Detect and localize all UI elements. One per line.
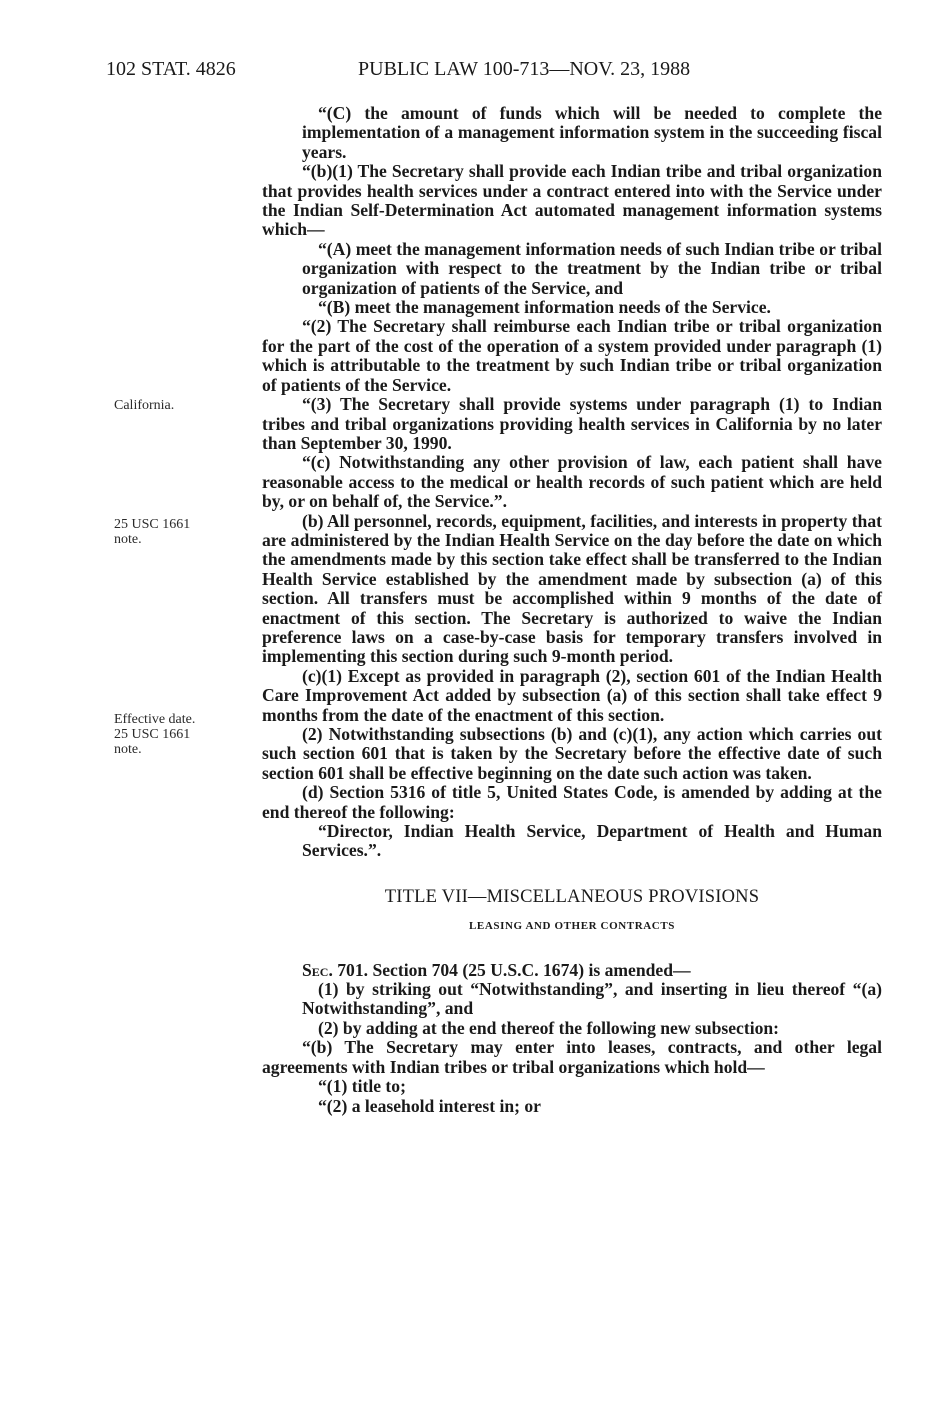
section-subheading: LEASING AND OTHER CONTRACTS (469, 920, 675, 933)
margin-note-line: note. (114, 532, 142, 547)
paragraph-b2: “(2) The Secretary shall reimburse each Indian tribe or tribal organization for the part of the cost of the operation of a system provided under paragraph (1) which is attributable to the treatment by such Indian tribe or tribal organization of patients of the Service. (262, 316, 882, 395)
paragraph-701-b: “(b) The Secretary may enter into leases, contracts, and other legal agreements with Indian tribes or tribal organizations which hold— (262, 1037, 882, 1077)
margin-note-line: 25 USC 1661 (114, 727, 191, 742)
paragraph-b-transfers: (b) All personnel, records, equipment, facilities, and interests in property that are administered by the Indian Health Service on the day before the date on which the amendments made by this section take effect shall be transferred to the Indian Health Service established by the amendment made by subsection (a) of this section. All transfers must be accomplished within 9 months of the date of enactment of this section. The Secretary is authorized to waive the Indian preference laws on a case-by-case basis for temporary transfers involved in implementing this section during such 9-month period. (262, 510, 882, 667)
title-heading: TITLE VII—MISCELLANEOUS PROVISIONS (384, 886, 760, 907)
paragraph-b1: “(b)(1) The Secretary shall provide each Indian tribe and tribal organization that provides health services under a contract entered into with the Service under the Indian Self-Determination Act automated management information systems which— (262, 161, 882, 240)
section-701 (262, 961, 882, 980)
paragraph-701-2: (2) by adding at the end thereof the following new subsection: (318, 1017, 780, 1038)
margin-note-effective-date (114, 712, 244, 757)
margin-note-line: 25 USC 1661 (114, 517, 191, 532)
paragraph-c1-effective: (c)(1) Except as provided in paragraph (2), section 601 of the Indian Health Care Improvement Act added by subsection (a) of this section shall take effect 9 months from the date of the enactment of this section. (262, 665, 882, 725)
paragraph-c2-actions: (2) Notwithstanding subsections (b) and (c)(1), any action which carries out such section 601 that is taken by the Secretary before the effective date of such section 601 shall be effective beginning on the date such action was taken. (262, 724, 882, 783)
section-701-text: 701. Section 704 (25 U.S.C. 1674) is amended— (332, 959, 691, 980)
public-law-title: PUBLIC LAW 100-713—NOV. 23, 1988 (358, 58, 691, 80)
paragraph-b1-b: “(B) meet the management information needs of the Service. (318, 297, 771, 318)
paragraph-d-section-5316: (d) Section 5316 of title 5, United States Code, is amended by adding at the end thereof the following: (262, 782, 882, 822)
paragraph-c-funds: “(C) the amount of funds which will be needed to complete the implementation of a management information system in the succeeding fiscal years. (302, 103, 882, 162)
paragraph-c-records: “(c) Notwithstanding any other provision of law, each patient shall have reasonable access to the medical or health records of such patient which are held by, or on behalf of, the Service.”. (262, 452, 882, 512)
margin-note-line: note. (114, 742, 142, 757)
page-header (0, 58, 940, 84)
margin-note-california: California. (114, 398, 175, 413)
main-text (262, 104, 882, 1116)
margin-note-line: Effective date. (114, 712, 196, 727)
statute-page-number: 102 STAT. 4826 (106, 58, 236, 80)
paragraph-701-b1: “(1) title to; (318, 1076, 406, 1097)
margin-note-usc-1661-a (114, 517, 244, 547)
paragraph-b3: “(3) The Secretary shall provide systems under paragraph (1) to Indian tribes and tribal organizations providing health services in California by no later than September 30, 1990. (262, 394, 882, 453)
paragraph-b1-a: “(A) meet the management information needs of such Indian tribe or tribal organization with respect to the treatment by the Indian tribe or tribal organization of patients of the Service, and (302, 238, 882, 298)
paragraph-701-1: (1) by striking out “Notwithstanding”, and inserting in lieu thereof “(a) Notwithstanding”, and (302, 979, 882, 1019)
section-label: Sec. (302, 959, 333, 980)
paragraph-701-b2: “(2) a leasehold interest in; or (318, 1095, 541, 1116)
paragraph-director-title: “Director, Indian Health Service, Department of Health and Human Services.”. (302, 821, 882, 861)
